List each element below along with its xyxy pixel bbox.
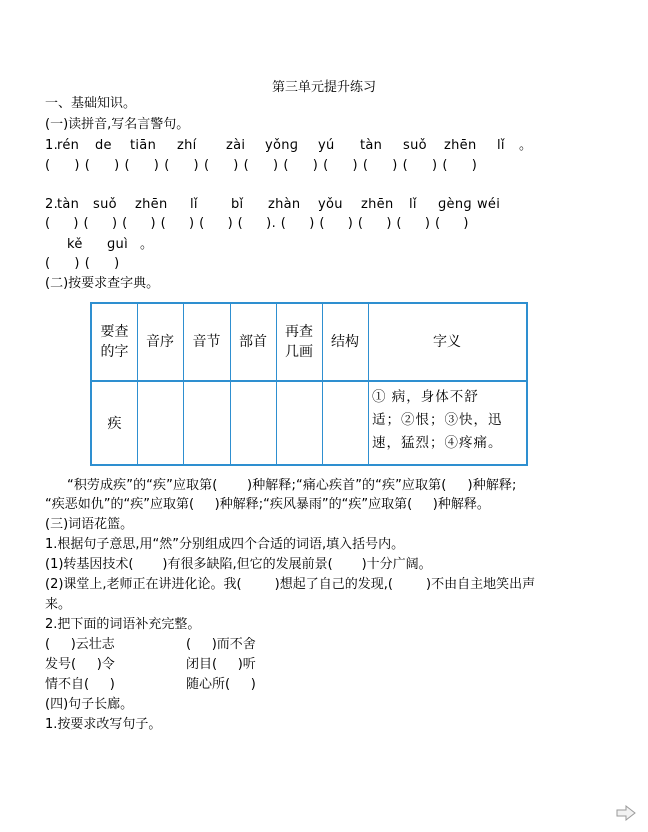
table-header-strokes: 再查 几画 xyxy=(285,324,313,360)
table-cell-meaning: ① 病，身体不舒 适；②恨；③快，迅 速，猛烈；④疼痛。 xyxy=(372,389,503,451)
pinyin: zhàn xyxy=(268,197,301,212)
word-item: 闭目( )听 xyxy=(186,657,256,672)
line2-number: 2. xyxy=(45,197,59,212)
table-header-radical: 部首 xyxy=(239,334,267,350)
part3-question-2: 2.把下面的词语补充完整。 xyxy=(45,617,201,632)
dictionary-table xyxy=(90,302,528,466)
pinyin: yǒnɡ xyxy=(265,138,299,153)
pinyin: yǒu xyxy=(318,197,343,212)
part4-heading: (四)句子长廊。 xyxy=(45,697,134,712)
pinyin: 。 xyxy=(519,138,533,153)
part1-heading: (一)读拼音,写名言警句。 xyxy=(45,117,190,132)
part4-question-1: 1.按要求改写句子。 xyxy=(45,717,162,732)
table-header-meaning: 字义 xyxy=(433,334,461,350)
section1-heading: 一、基础知识。 xyxy=(45,96,137,111)
pinyin: bǐ xyxy=(231,197,244,212)
part3-question-1a: (1)转基因技术( )有很多缺陷,但它的发展前景( )十分广阔。 xyxy=(45,557,432,572)
pinyin: tiān xyxy=(130,138,157,153)
pinyin: lǐ xyxy=(190,197,198,212)
pinyin: zài xyxy=(226,138,246,153)
answer-parens: ( ) ( ) xyxy=(45,256,120,271)
pinyin: lǐ xyxy=(409,197,417,212)
word-item: ( )而不舍 xyxy=(186,637,256,652)
fill-in-line-1: “积劳成疾”的“疾”应取第( )种解释;“痛心疾首”的“疾”应取第( )种解释; xyxy=(67,478,517,493)
pinyin: rén xyxy=(57,138,80,153)
pinyin: zhēn xyxy=(361,197,394,212)
word-item: 情不自( ) xyxy=(45,677,115,692)
pinyin: suǒ xyxy=(93,197,117,212)
word-item: ( )云壮志 xyxy=(45,637,115,652)
pinyin: yú xyxy=(318,138,335,153)
line1-number: 1. xyxy=(45,138,59,153)
table-header-structure: 结构 xyxy=(331,334,359,350)
pinyin: zhēn xyxy=(444,138,477,153)
pinyin: kě xyxy=(67,237,83,252)
pinyin: suǒ xyxy=(403,138,427,153)
part2-heading: (二)按要求查字典。 xyxy=(45,276,160,291)
part3-question-1: 1.根据句子意思,用“然”分别组成四个合适的词语,填入括号内。 xyxy=(45,537,405,552)
part3-question-1b: (2)课堂上,老师正在讲进化论。我( )想起了自己的发现,( )不由自主地笑出声 xyxy=(45,577,536,592)
answer-parens: ( ) ( ) ( ) ( ) ( ) ( ). ( ) ( ) ( ) ( ) ( ) xyxy=(45,216,469,231)
table-header-index: 音序 xyxy=(146,334,174,350)
table-header-syllable: 音节 xyxy=(192,334,221,350)
pinyin: tàn xyxy=(360,138,383,153)
pinyin: wéi xyxy=(477,197,501,212)
part3-heading: (三)词语花篮。 xyxy=(45,517,134,532)
page-title: 第三单元提升练习 xyxy=(271,80,376,95)
pinyin: ɡuì xyxy=(107,237,129,252)
next-page-arrow-icon[interactable] xyxy=(616,805,636,821)
pinyin: tàn xyxy=(57,197,80,212)
word-item: 发号( )令 xyxy=(45,657,115,672)
answer-parens: ( ) ( ) ( ) ( ) ( ) ( ) ( ) ( ) ( ) ( ) ( ) xyxy=(45,158,478,173)
table-cell-char: 疾 xyxy=(107,416,122,432)
pinyin: zhí xyxy=(177,138,197,153)
table-header-char: 要查 的字 xyxy=(100,324,129,360)
pinyin: 。 xyxy=(140,237,154,252)
part3-question-1b-cont: 来。 xyxy=(45,597,72,612)
fill-in-line-2: “疾恶如仇”的“疾”应取第( )种解释;“疾风暴雨”的“疾”应取第( )种解释。 xyxy=(45,497,490,512)
word-item: 随心所( ) xyxy=(186,677,256,692)
pinyin: lǐ xyxy=(497,138,505,153)
pinyin: zhēn xyxy=(135,197,168,212)
pinyin: de xyxy=(95,138,112,153)
pinyin: ɡènɡ xyxy=(438,197,472,212)
